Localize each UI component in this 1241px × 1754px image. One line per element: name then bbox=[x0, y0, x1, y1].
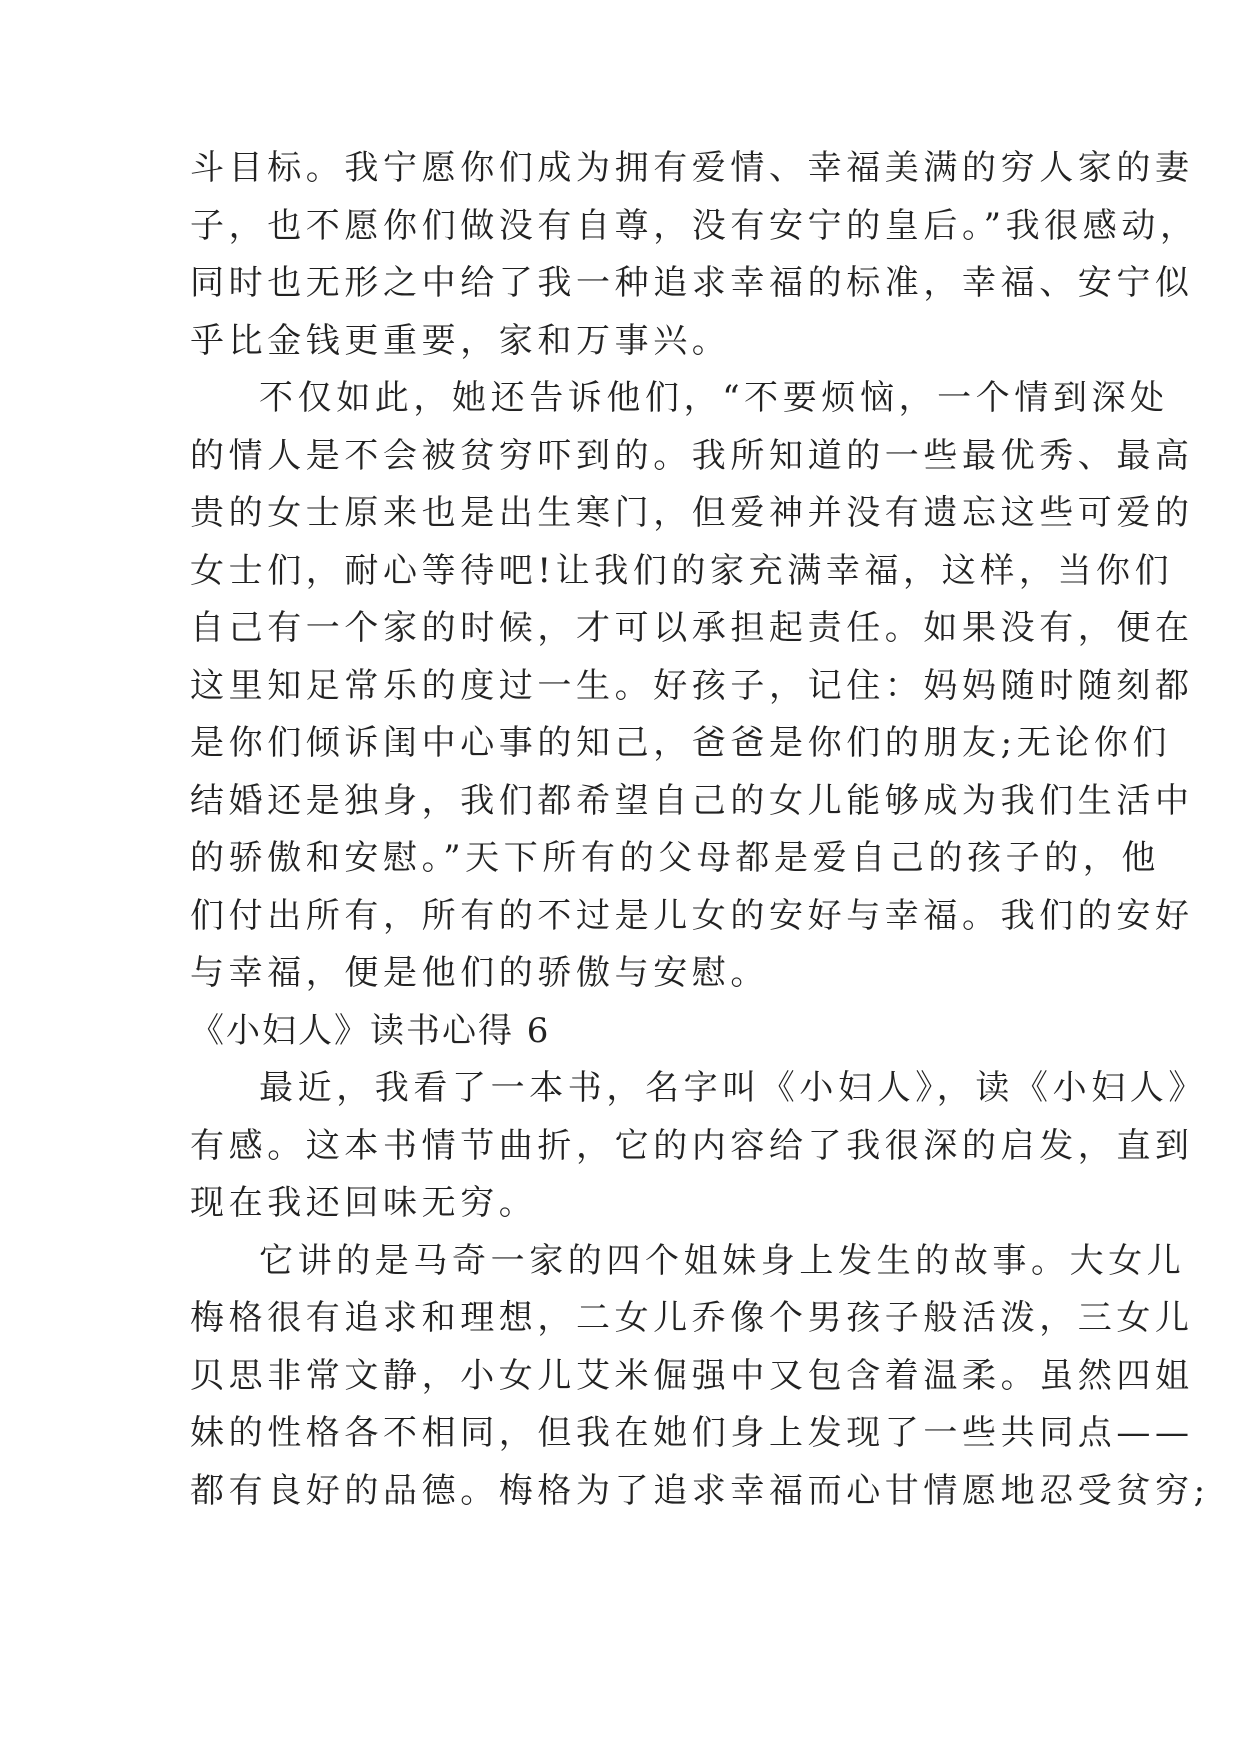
text-line: 与幸福，便是他们的骄傲与安慰。 bbox=[190, 953, 769, 993]
text-line: 都有良好的品德。梅格为了追求幸福而心甘情愿地忍受贫穷; bbox=[190, 1470, 1210, 1511]
text-line: 梅格很有追求和理想，二女儿乔像个男孩子般活泼，三女儿 bbox=[190, 1298, 1194, 1338]
text-line: 自己有一个家的时候，才可以承担起责任。如果没有，便在 bbox=[190, 608, 1194, 648]
paragraph-first-line: 最近，我看了一本书，名字叫《小妇人》，读《小妇人》 bbox=[259, 1068, 1207, 1108]
text-line: 妹的性格各不相同，但我在她们身上发现了一些共同点—— bbox=[190, 1413, 1194, 1453]
text-line: 的情人是不会被贫穷吓到的。我所知道的一些最优秀、最高 bbox=[190, 435, 1194, 476]
text-line: 的骄傲和安慰。”天下所有的父母都是爱自己的孩子的，他 bbox=[190, 838, 1160, 878]
text-line: 结婚还是独身，我们都希望自己的女儿能够成为我们生活中 bbox=[190, 780, 1194, 821]
document-body bbox=[190, 140, 1210, 1520]
text-line: 乎比金钱更重要，家和万事兴。 bbox=[190, 320, 731, 361]
text-line: 贝思非常文静，小女儿艾米倔强中又包含着温柔。虽然四姐 bbox=[190, 1355, 1194, 1396]
text-line: 子，也不愿你们做没有自尊，没有安宁的皇后。”我很感动， bbox=[190, 205, 1199, 246]
text-line: 同时也无形之中给了我一种追求幸福的标准，幸福、安宁似 bbox=[190, 263, 1194, 303]
text-line: 贵的女士原来也是出生寒门，但爱神并没有遗忘这些可爱的 bbox=[190, 493, 1194, 533]
paragraph-first-line: 不仅如此，她还告诉他们，“不要烦恼，一个情到深处 bbox=[259, 378, 1169, 418]
text-line: 有感。这本书情节曲折，它的内容给了我很深的启发，直到 bbox=[190, 1125, 1194, 1166]
text-line: 斗目标。我宁愿你们成为拥有爱情、幸福美满的穷人家的妻 bbox=[190, 148, 1194, 188]
text-line: 现在我还回味无穷。 bbox=[190, 1183, 538, 1223]
text-line: 们付出所有，所有的不过是儿女的安好与幸福。我们的安好 bbox=[190, 895, 1194, 936]
text-line: 女士们，耐心等待吧!让我们的家充满幸福，这样，当你们 bbox=[190, 550, 1174, 591]
section-heading: 《小妇人》读书心得 6 bbox=[190, 1010, 551, 1051]
paragraph-first-line: 它讲的是马奇一家的四个姐妹身上发生的故事。大女儿 bbox=[259, 1240, 1186, 1281]
text-line: 是你们倾诉闺中心事的知己，爸爸是你们的朋友;无论你们 bbox=[190, 723, 1172, 763]
text-line: 这里知足常乐的度过一生。好孩子，记住：妈妈随时随刻都 bbox=[190, 665, 1194, 706]
